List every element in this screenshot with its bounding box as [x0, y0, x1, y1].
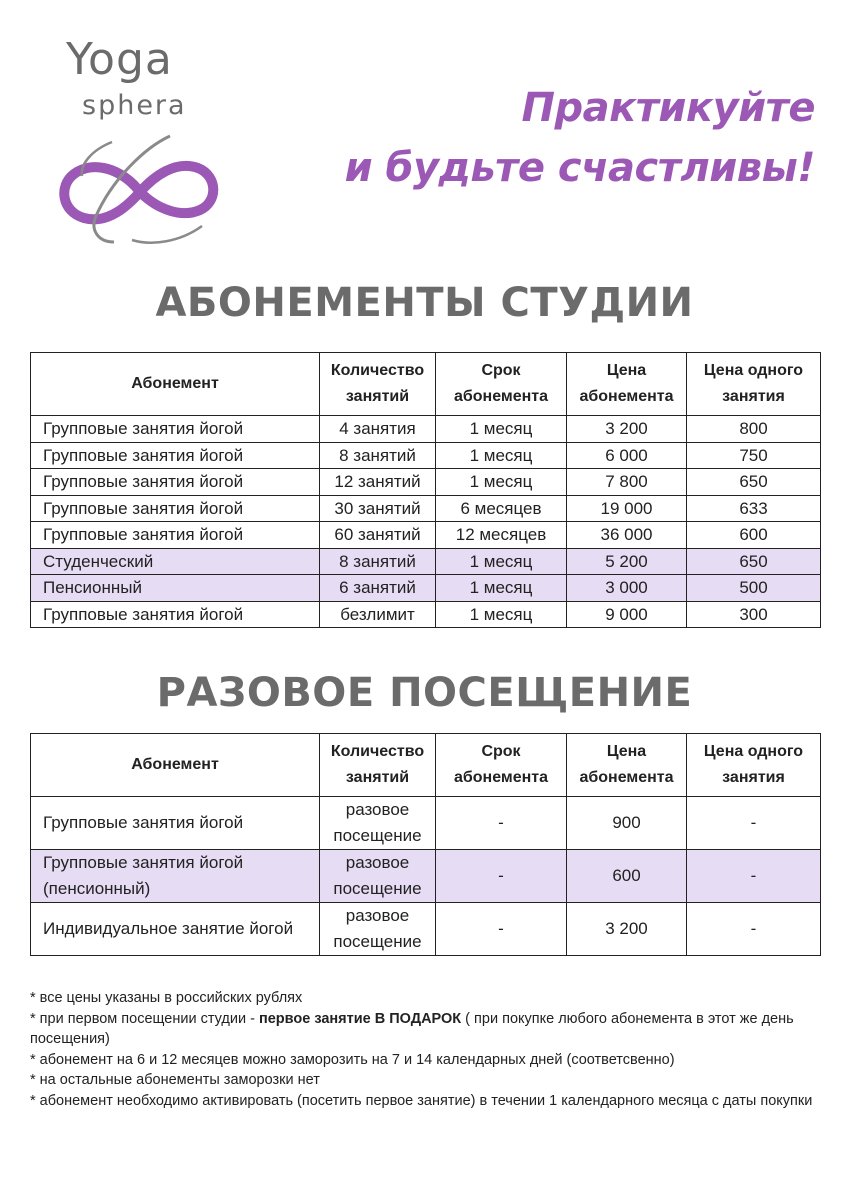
cell-term: 1 месяц: [436, 416, 567, 443]
cell-count: разовое посещение: [320, 797, 436, 850]
header-term: Срок абонемента: [436, 353, 567, 416]
cell-price: 5 200: [567, 548, 687, 575]
note-prices-currency: * все цены указаны в российских рублях: [30, 990, 303, 1006]
note-activation: * абонемент необходимо активировать (посетить первое занятие) в течении 1 календарного месяца с даты покупки: [30, 1092, 813, 1109]
cell-price: 3 000: [567, 575, 687, 602]
cell-name: Групповые занятия йогой: [31, 469, 320, 496]
table-row: [31, 903, 821, 956]
header-unit-price: Цена одного занятия: [687, 353, 821, 416]
table-row: [31, 522, 821, 549]
cell-count: 8 занятий: [320, 548, 436, 575]
cell-unit-price: 800: [687, 416, 821, 443]
cell-unit-price: 650: [687, 548, 821, 575]
table-row-highlighted: [31, 575, 821, 602]
logo-sphera-text: sphera: [82, 90, 187, 121]
subscriptions-table: [30, 352, 821, 628]
cell-term: 1 месяц: [436, 442, 567, 469]
header-count: Количество занятий: [320, 734, 436, 797]
cell-term: 1 месяц: [436, 469, 567, 496]
cell-name: Групповые занятия йогой (пенсионный): [31, 850, 320, 903]
cell-price: 7 800: [567, 469, 687, 496]
cell-unit-price: -: [687, 850, 821, 903]
cell-price: 600: [567, 850, 687, 903]
table-header-row: [31, 734, 821, 797]
cell-name: Групповые занятия йогой: [31, 442, 320, 469]
cell-price: 900: [567, 797, 687, 850]
cell-count: 4 занятия: [320, 416, 436, 443]
cell-count: 30 занятий: [320, 495, 436, 522]
note-freeze: * абонемент на 6 и 12 месяцев можно заморозить на 7 и 14 календарных дней (соответсвенно): [30, 1051, 675, 1068]
table-row: [31, 416, 821, 443]
header-subscription: Абонемент: [31, 353, 320, 416]
cell-name: Групповые занятия йогой: [31, 495, 320, 522]
cell-count: разовое посещение: [320, 903, 436, 956]
header-term: Срок абонемента: [436, 734, 567, 797]
cell-term: 12 месяцев: [436, 522, 567, 549]
cell-price: 19 000: [567, 495, 687, 522]
tagline-line-1: Практикуйте: [521, 85, 815, 131]
cell-name: Групповые занятия йогой: [31, 601, 320, 628]
table-header-row: [31, 353, 821, 416]
cell-count: 6 занятий: [320, 575, 436, 602]
table-row: [31, 797, 821, 850]
cell-term: -: [436, 850, 567, 903]
cell-name: Групповые занятия йогой: [31, 797, 320, 850]
cell-name: Пенсионный: [31, 575, 320, 602]
cell-term: 6 месяцев: [436, 495, 567, 522]
note-first-visit-suffix: ( при покупке любого абонемента в этот же день посещения): [30, 1010, 794, 1047]
header-price: Цена абонемента: [567, 734, 687, 797]
header-unit-price: Цена одного занятия: [687, 734, 821, 797]
cell-unit-price: 650: [687, 469, 821, 496]
cell-name: Студенческий: [31, 548, 320, 575]
cell-unit-price: 600: [687, 522, 821, 549]
cell-term: -: [436, 903, 567, 956]
cell-price: 9 000: [567, 601, 687, 628]
table-row-highlighted: [31, 850, 821, 903]
subscriptions-title: АБОНЕМЕНТЫ СТУДИИ: [155, 280, 694, 326]
note-first-visit-prefix: * при первом посещении студии -: [30, 1010, 259, 1027]
cell-count: 12 занятий: [320, 469, 436, 496]
cell-term: -: [436, 797, 567, 850]
cell-term: 1 месяц: [436, 601, 567, 628]
cell-name: Индивидуальное занятие йогой: [31, 903, 320, 956]
cell-unit-price: -: [687, 797, 821, 850]
table-row: [31, 495, 821, 522]
cell-unit-price: 750: [687, 442, 821, 469]
note-no-freeze: * на остальные абонементы заморозки нет: [30, 1072, 320, 1088]
header-subscription: Абонемент: [31, 734, 320, 797]
single-visit-table: [30, 733, 821, 956]
header-count: Количество занятий: [320, 353, 436, 416]
cell-unit-price: 633: [687, 495, 821, 522]
cell-term: 1 месяц: [436, 548, 567, 575]
cell-unit-price: -: [687, 903, 821, 956]
infinity-logo-icon: [52, 130, 227, 248]
tagline-line-2: и будьте счастливы!: [344, 145, 815, 191]
footnotes: [30, 988, 820, 1111]
cell-price: 3 200: [567, 416, 687, 443]
table-row-highlighted: [31, 548, 821, 575]
logo-yoga-text: Yoga: [66, 34, 173, 85]
single-visit-title: РАЗОВОЕ ПОСЕЩЕНИЕ: [156, 670, 693, 716]
cell-name: Групповые занятия йогой: [31, 416, 320, 443]
cell-count: безлимит: [320, 601, 436, 628]
cell-name: Групповые занятия йогой: [31, 522, 320, 549]
cell-count: разовое посещение: [320, 850, 436, 903]
cell-count: 8 занятий: [320, 442, 436, 469]
cell-unit-price: 300: [687, 601, 821, 628]
note-first-visit-bold: первое занятие В ПОДАРОК: [258, 1010, 462, 1027]
cell-price: 6 000: [567, 442, 687, 469]
table-row: [31, 469, 821, 496]
note-first-visit-gift: [30, 1009, 820, 1050]
cell-price: 36 000: [567, 522, 687, 549]
table-row: [31, 442, 821, 469]
cell-unit-price: 500: [687, 575, 821, 602]
table-row: [31, 601, 821, 628]
cell-count: 60 занятий: [320, 522, 436, 549]
header-price: Цена абонемента: [567, 353, 687, 416]
cell-term: 1 месяц: [436, 575, 567, 602]
cell-price: 3 200: [567, 903, 687, 956]
